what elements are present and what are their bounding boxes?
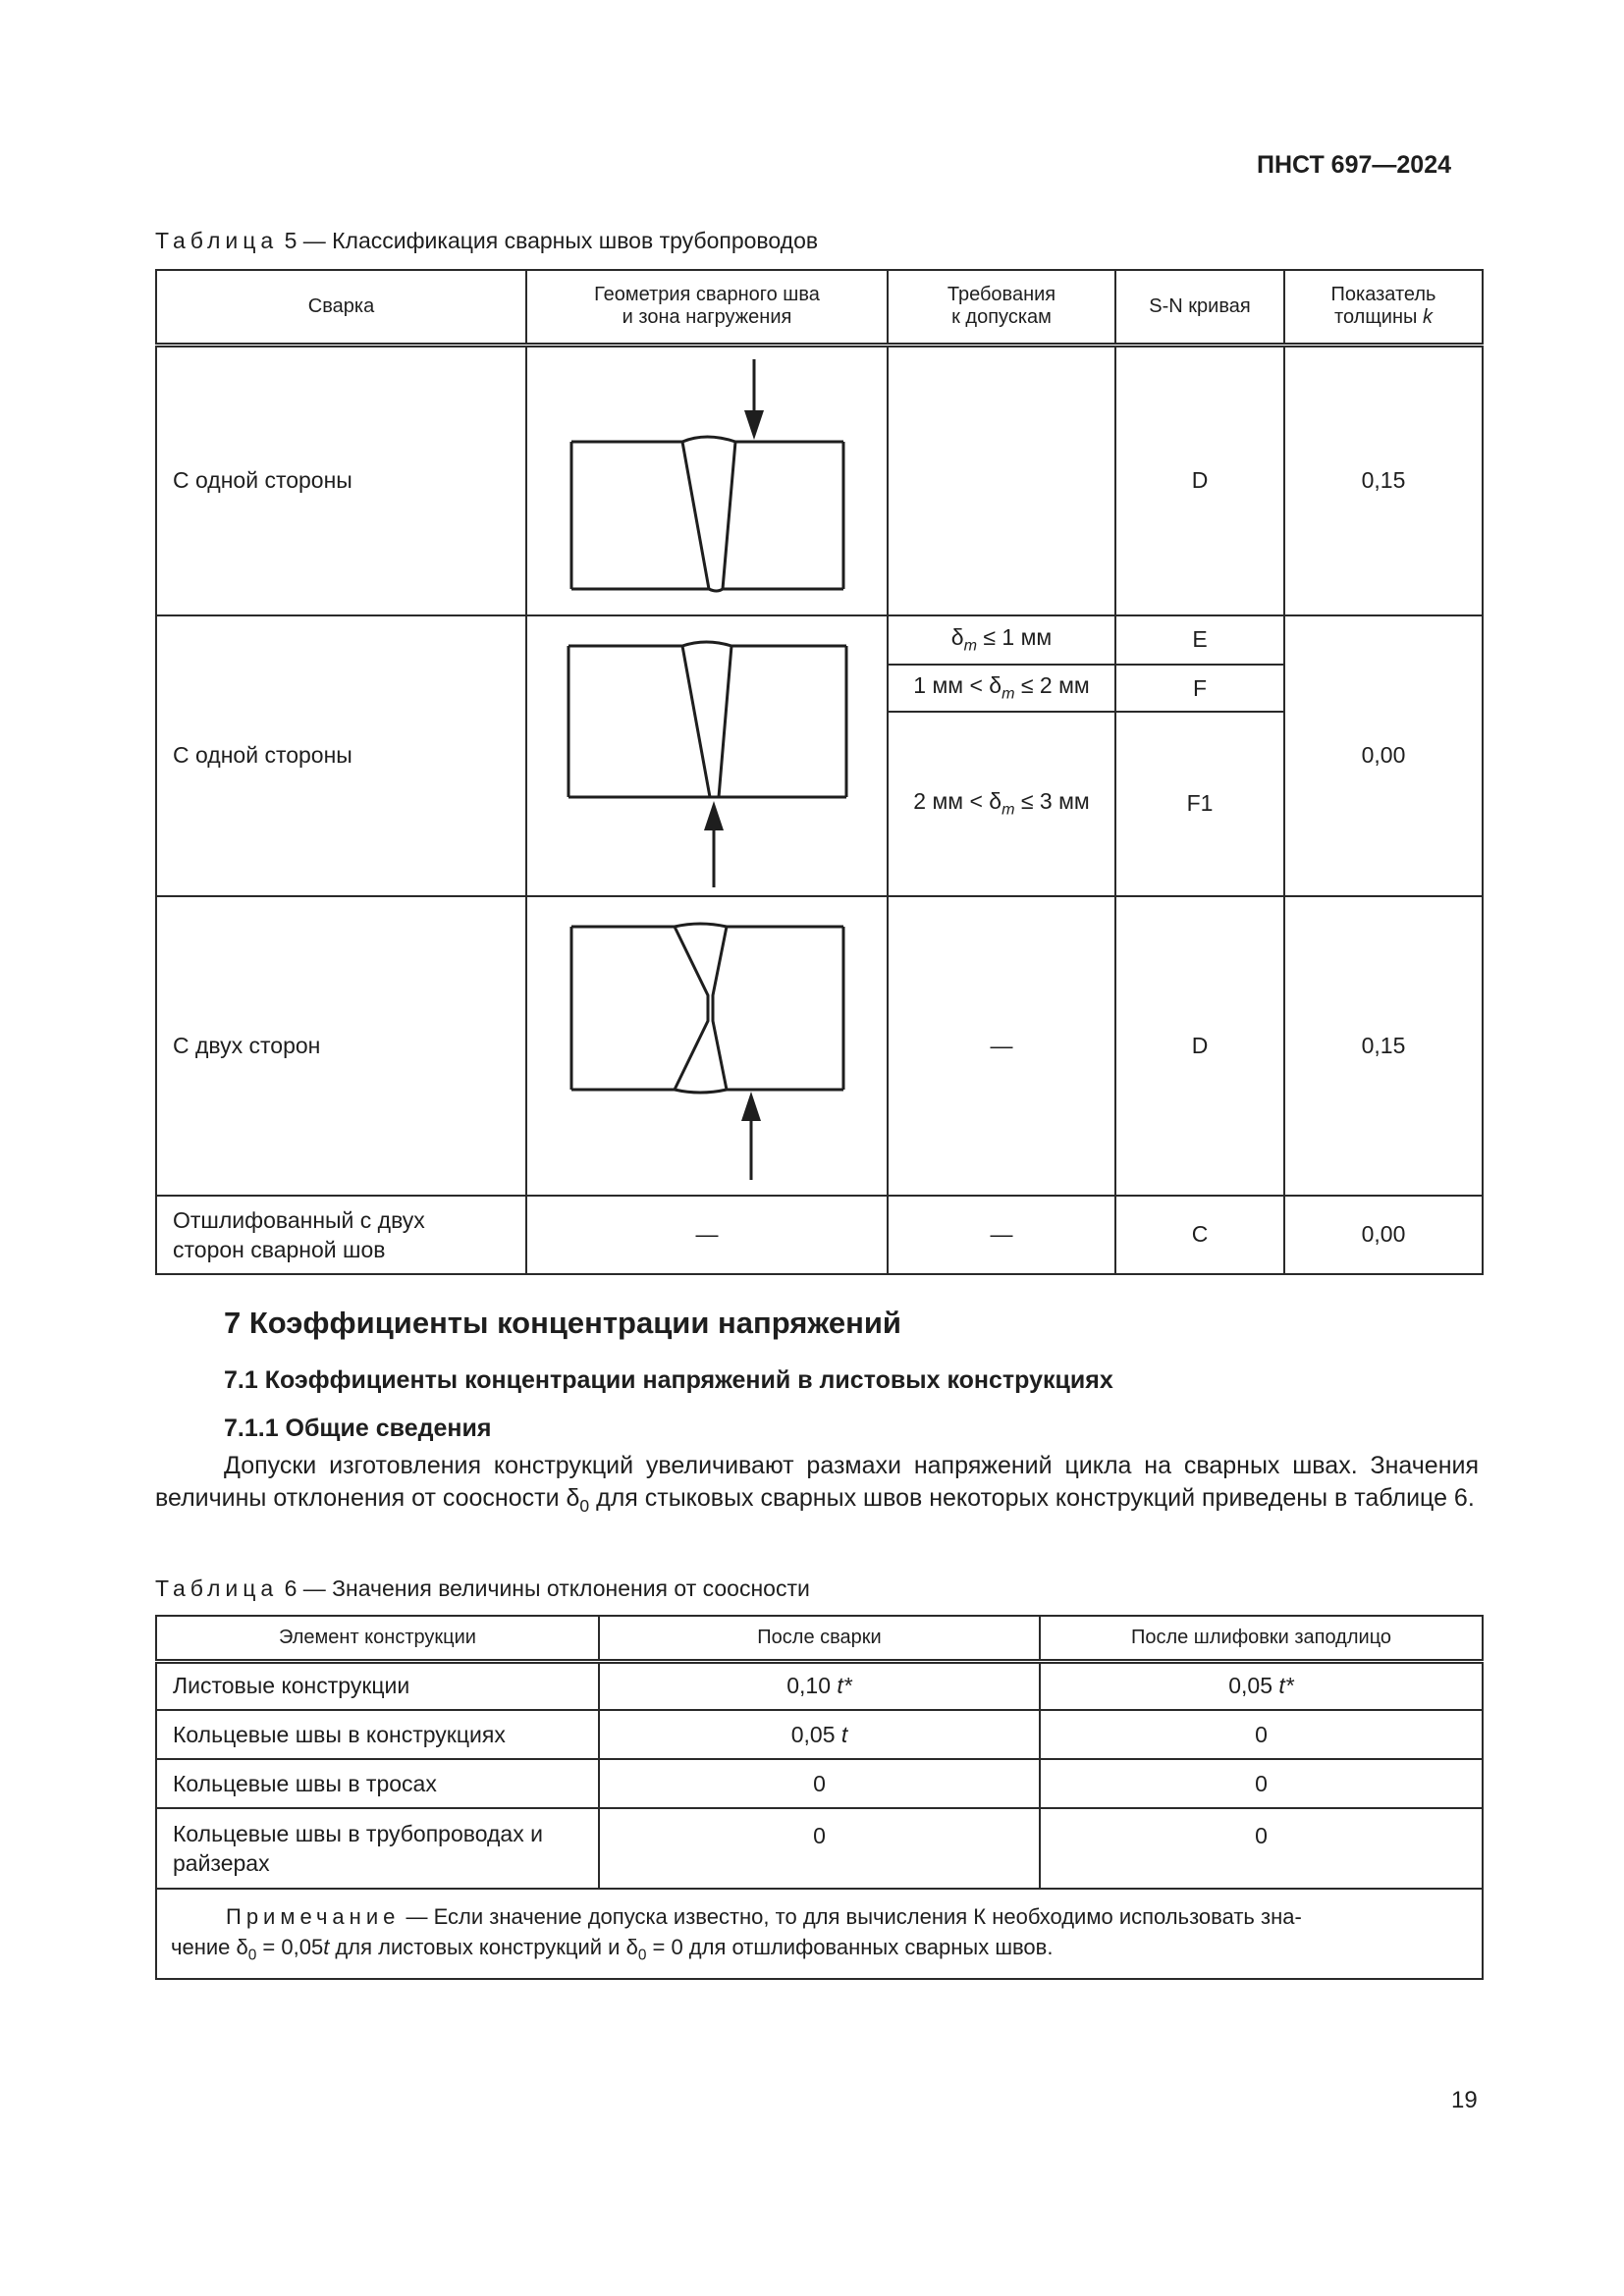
header-after-weld: После сварки xyxy=(599,1616,1040,1661)
t6-row2-after-grind: 0 xyxy=(1040,1710,1483,1759)
t6-row3-after-weld: 0 xyxy=(599,1759,1040,1808)
t6-row4-after-weld: 0 xyxy=(599,1808,1040,1889)
t6-row1-after-grind: 0,05 t* xyxy=(1040,1661,1483,1710)
row2b-sn-curve: F xyxy=(1115,665,1284,712)
header-sn-curve: S-N кривая xyxy=(1115,270,1284,345)
row2c-sn-curve: F1 xyxy=(1115,712,1284,895)
row4-geometry: — xyxy=(526,1196,888,1274)
t6-row4-element: Кольцевые швы в трубопроводах и райзерах xyxy=(156,1808,599,1889)
t6-row3-element: Кольцевые швы в тросах xyxy=(156,1759,599,1808)
table-row xyxy=(156,615,1483,665)
header-welding: Сварка xyxy=(156,270,526,345)
header-after-grind: После шлифовки заподлицо xyxy=(1040,1616,1483,1661)
section-7-1-1-paragraph: Допуски изготовления конструкций увеличивают размахи напряжений цикла на сварных швах. Значения величины отклонения от соосности $\delta_0$ для стыковых сварных швов некоторых конструкций приведены в таблице 6. xyxy=(155,1452,1479,1517)
row2c-tolerance: 2 мм < $\delta_m \le 3$ мм xyxy=(888,712,1115,895)
row3-welding: С двух сторон xyxy=(156,896,526,1196)
row1-sn-curve: D xyxy=(1115,345,1284,615)
single-sided-weld-load-from-root-icon xyxy=(527,616,889,895)
row2a-sn-curve: E xyxy=(1115,615,1284,665)
row2a-tolerance: $\delta_m \le 1$ мм xyxy=(888,615,1115,665)
table-5-header-row xyxy=(156,270,1483,345)
table-row xyxy=(156,1196,1483,1274)
row3-sn-curve: D xyxy=(1115,896,1284,1196)
table-row xyxy=(156,345,1483,615)
table-5 xyxy=(155,269,1484,1275)
row4-thickness: 0,00 xyxy=(1284,1196,1483,1274)
row4-welding: Отшлифованный с двух сторон сварной шов xyxy=(156,1196,526,1274)
table-5-caption-text: 5 — Классификация сварных швов трубопроводов xyxy=(284,228,819,253)
header-element: Элемент конструкции xyxy=(156,1616,599,1661)
single-sided-weld-load-from-top-icon xyxy=(527,347,889,614)
table-row xyxy=(156,1759,1483,1808)
header-thickness: Показатель толщины k xyxy=(1284,270,1483,345)
page-number: 19 xyxy=(1451,2087,1478,2113)
table-5-caption-label: Таблица xyxy=(155,228,279,253)
table-6-caption-label: Таблица xyxy=(155,1575,279,1601)
table-6-caption xyxy=(155,1575,810,1602)
note-label: Примечание xyxy=(226,1904,401,1929)
table-row xyxy=(156,896,1483,1196)
double-sided-weld-load-from-bottom-icon xyxy=(527,897,889,1195)
row2-geometry xyxy=(526,615,888,896)
document-code: ПНСТ 697—2024 xyxy=(1257,151,1451,179)
table-row xyxy=(156,1808,1483,1889)
t6-row3-after-grind: 0 xyxy=(1040,1759,1483,1808)
table-6-note: Примечание — Если значение допуска известно, то для вычисления К необходимо использовать зна- чение $\delta_0 = 0,05t$ для листовых конструкций и $\delta_0 = 0$ для отшлифованных сварных швов. xyxy=(156,1889,1483,1979)
header-tolerance: Требования к допускам xyxy=(888,270,1115,345)
row4-sn-curve: C xyxy=(1115,1196,1284,1274)
row1-thickness: 0,15 xyxy=(1284,345,1483,615)
row2-welding: С одной стороны xyxy=(156,615,526,896)
section-7-1-heading: 7.1 Коэффициенты концентрации напряжений в листовых конструкциях xyxy=(224,1366,1113,1394)
row3-geometry xyxy=(526,896,888,1196)
t6-row1-after-weld: 0,10 t* xyxy=(599,1661,1040,1710)
table-6-note-row xyxy=(156,1889,1483,1979)
row3-thickness: 0,15 xyxy=(1284,896,1483,1196)
row4-tolerance: — xyxy=(888,1196,1115,1274)
row2b-tolerance: 1 мм < $\delta_m \le 2$ мм xyxy=(888,665,1115,712)
row1-geometry xyxy=(526,345,888,615)
table-6-header-row xyxy=(156,1616,1483,1661)
row1-tolerance xyxy=(888,345,1115,615)
table-6 xyxy=(155,1615,1484,1980)
table-row xyxy=(156,1661,1483,1710)
section-7-heading: 7 Коэффициенты концентрации напряжений xyxy=(224,1306,901,1340)
table-row xyxy=(156,1710,1483,1759)
row2-thickness: 0,00 xyxy=(1284,615,1483,896)
row1-welding: С одной стороны xyxy=(156,345,526,615)
row3-tolerance: — xyxy=(888,896,1115,1196)
table-5-caption xyxy=(155,228,818,254)
t6-row2-after-weld: 0,05 t xyxy=(599,1710,1040,1759)
table-6-caption-text: 6 — Значения величины отклонения от соосности xyxy=(284,1575,810,1601)
t6-row4-after-grind: 0 xyxy=(1040,1808,1483,1889)
header-geometry: Геометрия сварного шва и зона нагружения xyxy=(526,270,888,345)
t6-row2-element: Кольцевые швы в конструкциях xyxy=(156,1710,599,1759)
section-7-1-1-heading: 7.1.1 Общие сведения xyxy=(224,1415,492,1442)
t6-row1-element: Листовые конструкции xyxy=(156,1661,599,1710)
